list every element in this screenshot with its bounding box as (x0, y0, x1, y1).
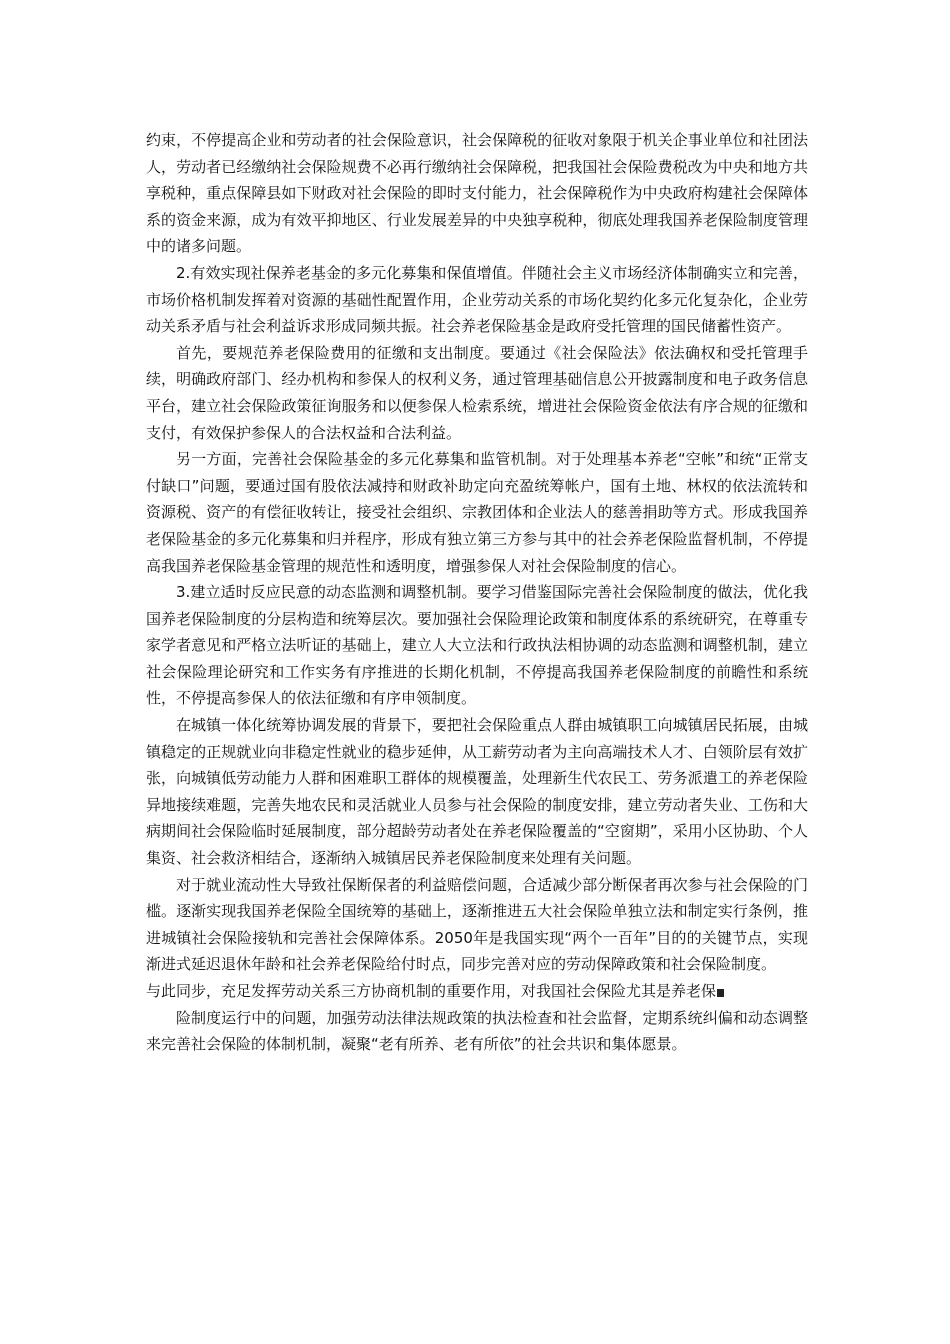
paragraph-3: 首先，要规范养老保险费用的征缴和支出制度。要通过《社会保险法》依法确权和受托管理手续，明确政府部门、经办机构和参保人的权利义务，通过管理基础信息公开披露制度和电子政务信息平台，建立社会保险政策征询服务和以便参保人检索系统，增进社会保险资金依法有序合规的征缴和支付，有效保护参保人的合法权益和合法利益。 (146, 343, 808, 442)
text-cursor-mark-icon (717, 989, 724, 997)
paragraph-4: 另一方面，完善社会保险基金的多元化募集和监管机制。对于处理基本养老“空帐”和统“正常支付缺口”问题，要通过国有股依法减持和财政补助定向充盈统筹帐户，国有土地、林权的依法流转和资源税、资产的有偿征收转让，接受社会组织、宗教团体和企业法人的慈善捐助等方式。形成我国养老保险基金的多元化募集和归并程序，形成有独立第三方参与其中的社会养老保险监督机制，不停提高我国养老保险基金管理的规范性和透明度，增强参保人对社会保险制度的信心。 (146, 450, 808, 575)
paragraph-8 (146, 978, 808, 1005)
paragraph-8-text: 与此同步，充足发挥劳动关系三方协商机制的重要作用，对我国社会保险尤其是养老保 (146, 982, 717, 1000)
paragraph-6: 在城镇一体化统筹协调发展的背景下，要把社会保险重点人群由城镇职工向城镇居民拓展，由城镇稳定的正规就业向非稳定性就业的稳步延伸，从工薪劳动者为主向高端技术人才、白领阶层有效扩张，向城镇低劳动能力人群和困难职工群体的规模覆盖，处理新生代农民工、劳务派遣工的养老保险异地接续难题，完善失地农民和灵活就业人员参与社会保险的制度安排，建立劳动者失业、工伤和大病期间社会保险临时延展制度，部分超龄劳动者处在养老保险覆盖的“空窗期”，采用小区协助、个人集资、社会救济相结合，逐渐纳入城镇居民养老保险制度来处理有关问题。 (146, 716, 808, 868)
paragraph-2: 2.有效实现社保养老基金的多元化募集和保值增值。伴随社会主义市场经济体制确实立和完善，市场价格机制发挥着对资源的基础性配置作用，企业劳动关系的市场化契约化多元化复杂化，企业劳动关系矛盾与社会利益诉求形成同频共振。社会养老保险基金是政府受托管理的国民储蓄性资产。 (146, 263, 808, 336)
paragraph-7: 对于就业流动性大导致社保断保者的利益赔偿问题，合适减少部分断保者再次参与社会保险的门槛。逐渐实现我国养老保险全国统筹的基础上，逐渐推进五大社会保险单独立法和制定实行条例，推进城镇社会保险接轨和完善社会保障体系。2050年是我国实现“两个一百年”目的的关键节点，实现渐进式延迟退休年龄和社会养老保险给付时点，同步完善对应的劳动保障政策和社会保险制度。 (146, 875, 808, 974)
paragraph-9: 险制度运行中的问题，加强劳动法律法规政策的执法检查和社会监督，定期系统纠偏和动态调整来完善社会保险的体制机制，凝聚“老有所养、老有所依”的社会共识和集体愿景。 (146, 1008, 808, 1054)
document-body (146, 127, 808, 1058)
paragraph-1: 约束，不停提高企业和劳动者的社会保险意识，社会保障税的征收对象限于机关企事业单位和社团法人，劳动者已经缴纳社会保险规费不必再行缴纳社会保障税，把我国社会保险费税改为中央和地方共享税种，重点保障县如下财政对社会保险的即时支付能力，社会保障税作为中央政府构建社会保障体系的资金来源，成为有效平抑地区、行业发展差异的中央独享税种，彻底处理我国养老保险制度管理中的诸多问题。 (146, 131, 808, 256)
paragraph-5: 3.建立适时反应民意的动态监测和调整机制。要学习借鉴国际完善社会保险制度的做法，优化我国养老保险制度的分层构造和统筹层次。要加强社会保险理论政策和制度体系的系统研究，在尊重专家学者意见和严格立法听证的基础上，建立人大立法和行政执法相协调的动态监测和调整机制，建立社会保险理论研究和工作实务有序推进的长期化机制，不停提高我国养老保险制度的前瞻性和系统性，不停提高参保人的依法征缴和有序申领制度。 (146, 583, 808, 708)
